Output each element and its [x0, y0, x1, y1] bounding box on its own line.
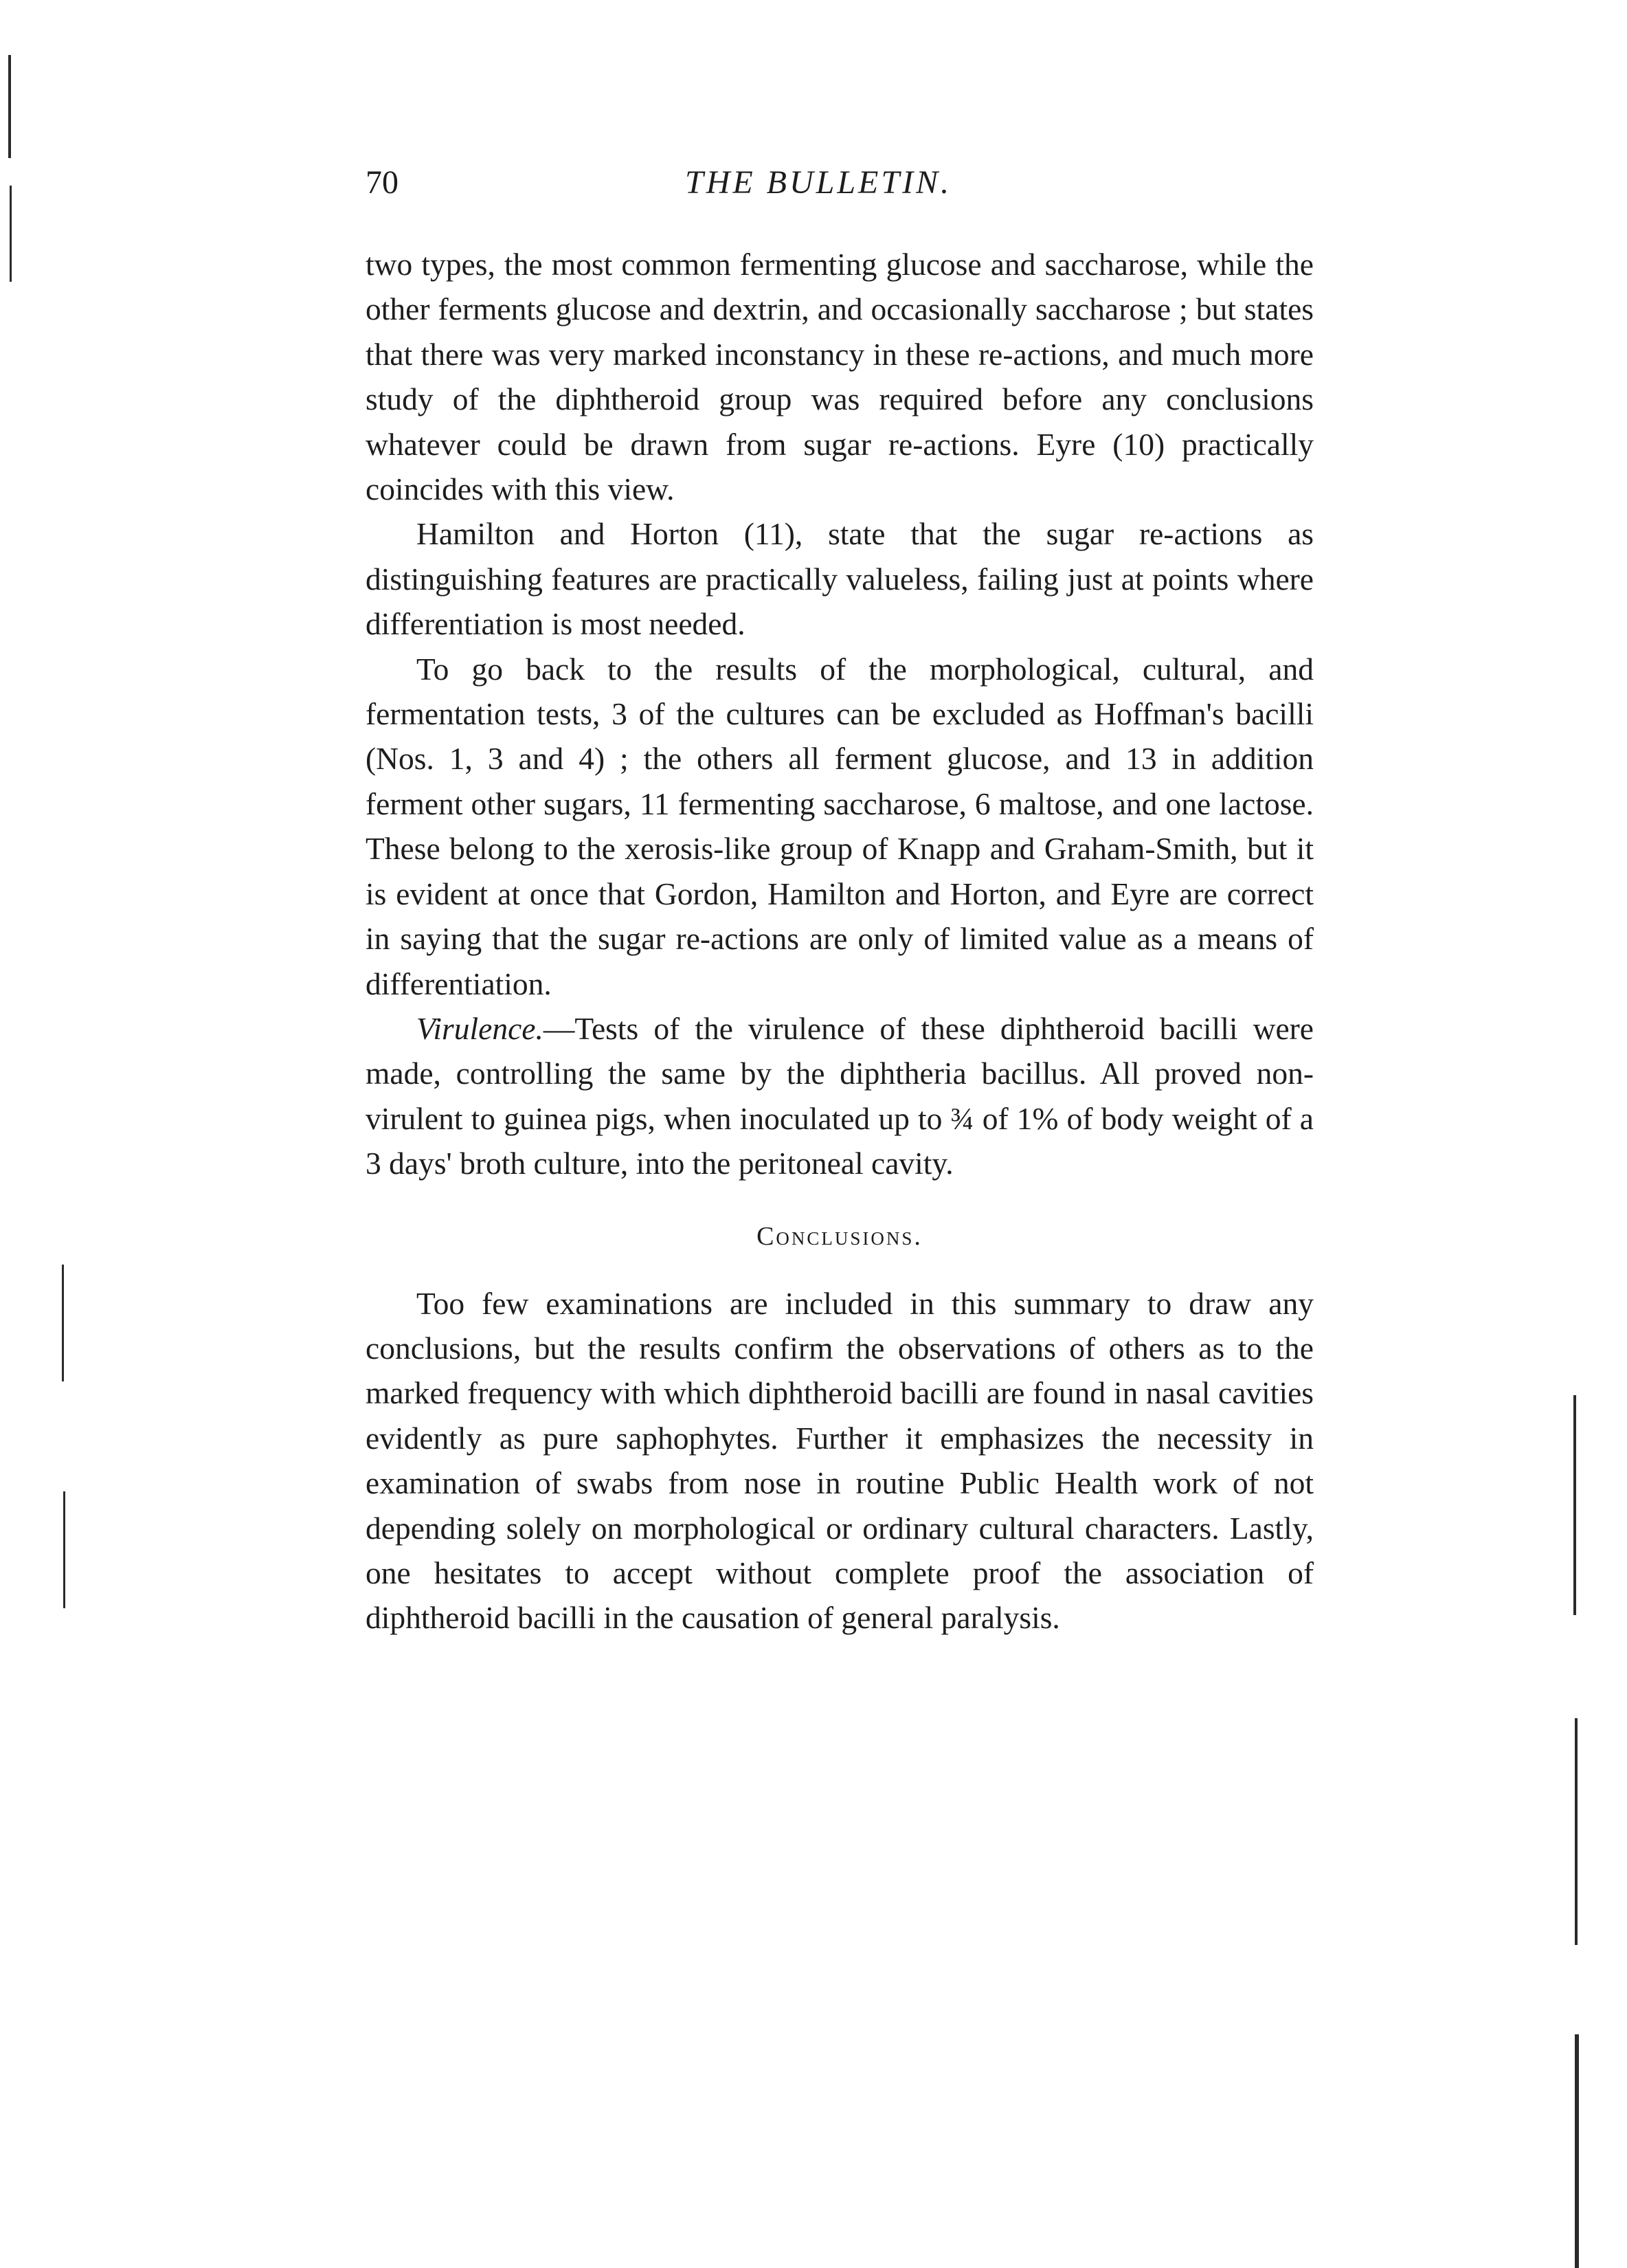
conclusion-paragraph: Too few examinations are included in this summary to draw any conclusions, but the results confirm the observations of others as to the marked frequency with which diphtheroid bacilli are found in nasal cavities evidently as pure saphophytes. Further it emphasizes the necessity in examination of swabs from nose in routine Public Health work of not depending solely on morphological or ordinary cultural characters. Lastly, one hesitates to accept without complete proof the association of diphtheroid bacilli in the causation of general paralysis.: [366, 1285, 1314, 1636]
right-edge-mark: [1573, 1395, 1576, 1615]
left-edge-mark: [10, 186, 12, 282]
left-edge-mark: [62, 1265, 64, 1381]
page-number: 70: [366, 164, 399, 201]
right-edge-mark: [1575, 1718, 1578, 1945]
runin-heading: Virulence.: [416, 1010, 543, 1046]
article-body: [366, 242, 1314, 1641]
body-paragraph: Hamilton and Horton (11), state that the sugar re-actions as distinguishing features are practically valueless, failing just at points where differentiation is most needed.: [366, 516, 1314, 642]
virulence-text: —Tests of the virulence of these diphtheroid bacilli were made, controlling the same by the diphtheria bacillus. All proved non-virulent to guinea pigs, when inoculated up to ¾ of 1% of body weight of a 3 days' broth culture, into the peritoneal cavity.: [366, 1010, 1314, 1181]
running-title: THE BULLETIN.: [685, 164, 952, 201]
section-heading: Conclusions.: [756, 1221, 923, 1251]
page-header: [366, 162, 998, 210]
body-paragraph: To go back to the results of the morphological, cultural, and fermentation tests, 3 of the cultures can be excluded as Hoffman's bacilli (Nos. 1, 3 and 4) ; the others all ferment glucose, and 13 in addition ferment other sugars, 11 fermenting saccharose, 6 maltose, and one lactose. These belong to the xerosis-like group of Knapp and Graham-Smith, but it is evident at once that Gordon, Hamilton and Horton, and Eyre are correct in saying that the sugar re-actions are only of limited value as a means of differentiation.: [366, 651, 1314, 1001]
virulence-paragraph: [366, 1006, 1314, 1186]
right-edge-mark: [1575, 2034, 1579, 2268]
left-edge-mark: [63, 1491, 65, 1608]
left-edge-mark: [8, 55, 11, 158]
body-paragraph: two types, the most common fermenting glucose and saccharose, while the other ferments glucose and dextrin, and occasionally saccharose ; but states that there was very marked inconstancy in these re-actions, and much more study of the diphtheroid group was required before any conclusions whatever could be drawn from sugar re-actions. Eyre (10) practically coincides with this view.: [366, 247, 1314, 507]
